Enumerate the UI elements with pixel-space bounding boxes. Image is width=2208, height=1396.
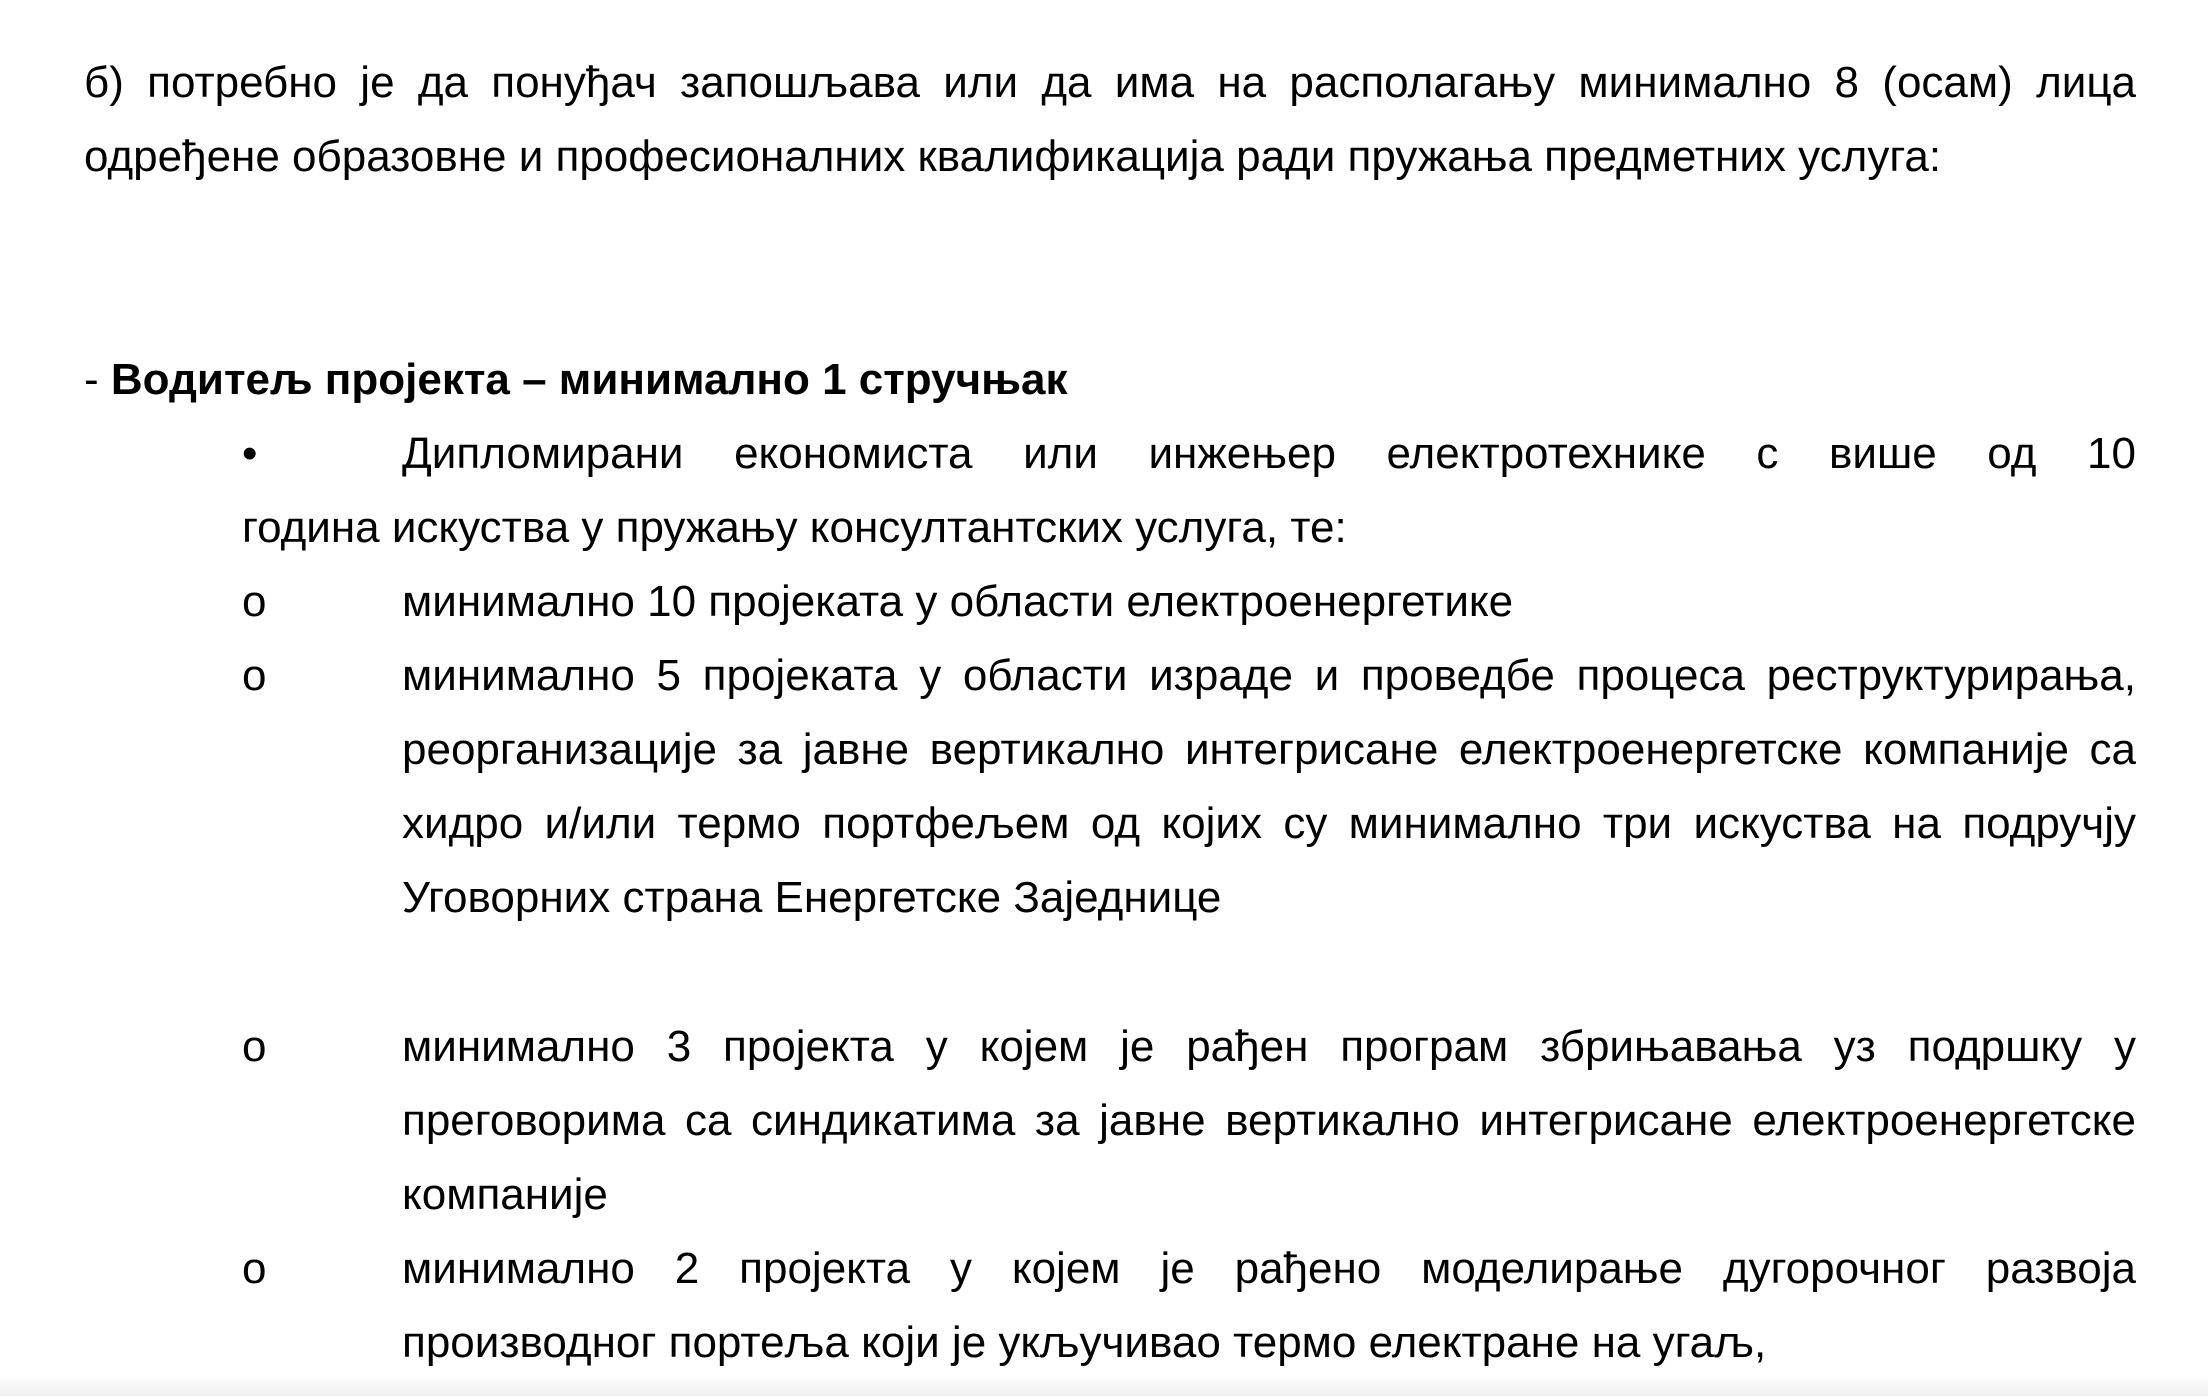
heading-title: Водитељ пројекта – минимално 1 стручњак — [110, 355, 1068, 404]
page-bottom-edge — [0, 1376, 2208, 1396]
intro-paragraph: б) потребно је да понуђач запошљава или да има на располагању минимално 8 (осам) лица одређене образовне и професионалних квалификација ради пружања предметних услуга: — [84, 58, 2136, 181]
sub-item-marker-icon: o — [242, 1022, 267, 1071]
bullet-first-line-text: Дипломирани економиста или инжењер електротехнике с више од 10 — [402, 429, 2136, 478]
section-heading — [84, 343, 2136, 417]
sub-item-text: минимално 2 пројекта у којем је рађено моделирање дугорочног развоја производног портеља који је укључивао термо електране на угаљ, — [402, 1244, 2136, 1367]
sub-item-text: минимално 10 пројеката у области електроенергетике — [402, 577, 1514, 626]
bullet-icon: • — [242, 429, 258, 478]
heading-dash: - — [84, 355, 111, 404]
sub-item-text: минимално 5 пројеката у области израде и проведбе процеса реструктурирања, реорганизације за јавне вертикално интегрисане електроенергетске компаније са хидро и/или термо портфељем од којих су минимално три искуства на подручју Уговорних страна Енергетске Заједнице — [402, 651, 2136, 922]
sub-item-text: минимално 3 пројекта у којем је рађен програм збрињавања уз подршку у преговорима са синдикатима за јавне вертикално интегрисане електроенергетске компаније — [402, 1022, 2136, 1219]
sub-item-marker-icon: o — [242, 651, 267, 700]
bullet-item — [242, 417, 2136, 565]
bullet-second-line: година искуства у пружању консултантских услуга, те: — [242, 503, 1347, 552]
sub-item-marker-icon: o — [242, 577, 267, 626]
bullet-first-line — [242, 417, 2136, 491]
sub-item-marker-icon: o — [242, 1244, 267, 1293]
